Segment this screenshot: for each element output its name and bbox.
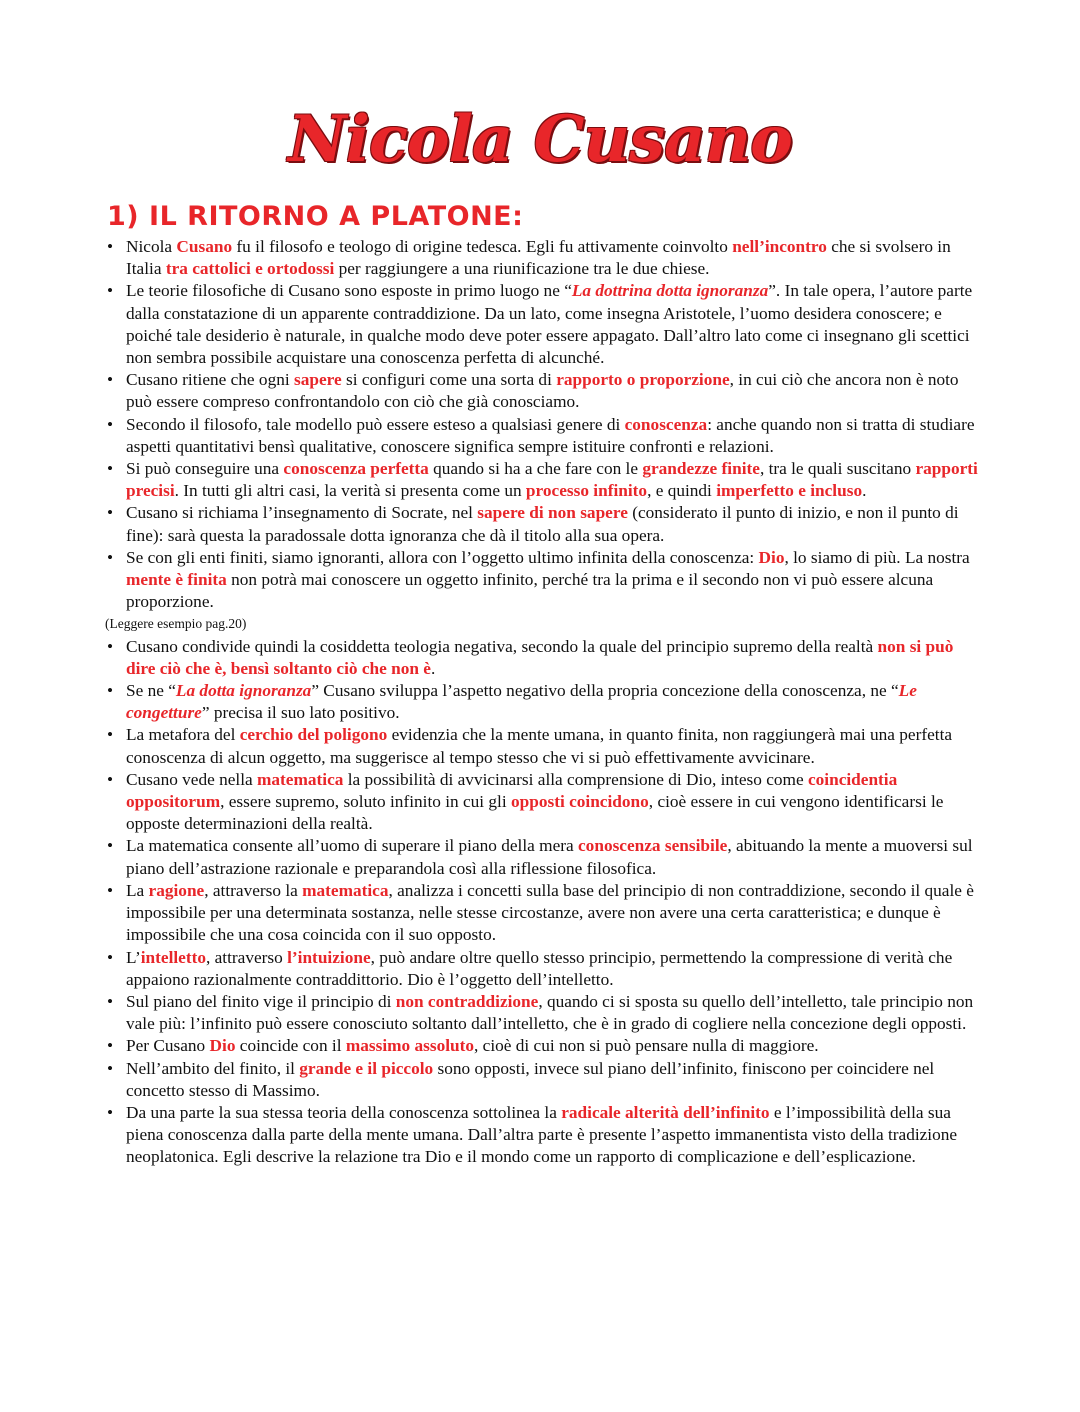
bullet-text: sono opposti, invece sul piano dell’infinito, finiscono per coincidere nel concetto stesso di Massimo. — [126, 1058, 935, 1100]
bullet-text: , può andare oltre quello stesso principio, permettendo la compressione di verità che appaiono razionalmente contraddittorio. Dio è l’oggetto dell’intelletto. — [126, 947, 953, 989]
bullet-text: Da una parte la sua stessa teoria della conoscenza sottolinea la — [126, 1102, 562, 1122]
bullet-list — [105, 236, 985, 1169]
highlight-term: mente è finita — [126, 570, 227, 590]
bullet-text: si configuri come una sorta di — [341, 370, 557, 390]
highlight-term: tra cattolici e ortodossi — [165, 259, 335, 279]
bullet-text: , attraverso la — [204, 880, 303, 900]
bullet-text: , e quindi — [647, 481, 717, 501]
bullet-text: Nicola — [126, 237, 177, 256]
highlight-term: l’intuizione — [287, 947, 371, 967]
bullet-text: . — [430, 658, 436, 678]
bullet-text: , quando ci si sposta su quello dell’intelletto, tale principio non vale più: l’infinito può essere conosciuto soltanto dall’intelletto, che è in grado di cogliere nella concezione degli opposti. — [126, 991, 974, 1034]
bullet-text: ”. In tale opera, l’autore parte dalla constatazione di un apparente contraddizione. Da un lato, come insegna Aristotele, l’uomo desidera conoscere; e poiché tale desiderio è naturale, in qualche modo deve poter essere appagato. Dall’altro lato come ci insegnano gli scettici non sembra possibile acquistare una conoscenza perfetta di alcunché. — [126, 281, 973, 368]
highlight-term: radicale alterità dell’infinito — [561, 1102, 770, 1122]
bullet-item — [105, 458, 985, 502]
highlight-term: ragione — [148, 880, 205, 900]
bullet-text: , tra le quali suscitano — [759, 459, 916, 479]
bullet-item — [105, 1035, 985, 1057]
bullet-text: , essere supremo, soluto infinito in cui gli — [220, 792, 511, 812]
bullet-item — [105, 991, 985, 1035]
bullet-text: Si può conseguire una — [126, 459, 284, 479]
bullet-text: . — [862, 481, 867, 501]
section-heading: 1) IL RITORNO A PLATONE: — [107, 201, 524, 232]
highlight-term: matematica — [257, 769, 344, 789]
bullet-text: la possibilità di avvicinarsi alla comprensione di Dio, inteso come — [343, 769, 808, 789]
bullet-text: coincide con il — [235, 1036, 346, 1056]
highlight-term: La dottrina dotta ignoranza — [571, 281, 769, 301]
highlight-term: opposti coincidono — [510, 792, 649, 812]
bullet-item — [105, 547, 985, 614]
bullet-text: . In tutti gli altri casi, la verità si presenta come un — [174, 481, 526, 501]
bullet-text: , cioè essere in cui vengono identificarsi le opposte determinazioni della realtà. — [126, 792, 944, 834]
bullet-text: , abituando la mente a muoversi sul piano dell’astrazione razionale e preparandola così alla riflessione filosofica. — [126, 836, 973, 878]
bullet-item — [105, 724, 985, 768]
highlight-term: non si può dire ciò che è, bensì soltanto ciò che non è — [126, 636, 954, 678]
bullet-text: ” Cusano sviluppa l’aspetto negativo della propria concezione della conoscenza, ne “ — [311, 681, 899, 701]
highlight-term: processo infinito — [525, 481, 648, 501]
highlight-term: cerchio del poligono — [239, 725, 388, 745]
highlight-term: Le congetture — [126, 681, 917, 723]
bullet-item — [105, 502, 985, 546]
bullet-text: fu il filosofo e teologo di origine tedesca. Egli fu attivamente coinvolto — [232, 237, 733, 256]
bullet-item — [105, 880, 985, 947]
bullet-text: , cioè di cui non si può pensare nulla di maggiore. — [474, 1036, 819, 1056]
highlight-term: conoscenza — [624, 414, 708, 434]
bullet-text: Per Cusano — [126, 1036, 210, 1056]
bullet-item — [105, 414, 985, 458]
bullet-item — [105, 369, 985, 413]
bullet-item — [105, 769, 985, 836]
bullet-text: e l’impossibilità della sua piena conoscenza dalla parte della mente umana. Dall’altra parte è presente l’aspetto immanentista visto della tradizione neoplatonica. Egli descrive la relazione tra Dio e il mondo come un rapporto di complicazione e dell’esplicazione. — [126, 1102, 958, 1167]
bullet-text: Cusano condivide quindi la cosiddetta teologia negativa, secondo la quale del principio supremo della realtà — [126, 636, 878, 656]
bullet-text: L’ — [126, 947, 141, 967]
bullet-item — [105, 636, 985, 680]
bullet-item — [105, 947, 985, 991]
highlight-term: Cusano — [176, 237, 233, 256]
bullet-text: quando si ha a che fare con le — [428, 459, 643, 479]
highlight-term: coincidentia oppositorum — [126, 769, 898, 812]
highlight-term: massimo assoluto — [345, 1036, 475, 1056]
highlight-term: sapere — [293, 370, 342, 390]
highlight-term: Dio — [209, 1036, 236, 1056]
bullet-text: che si svolsero in Italia — [126, 237, 951, 279]
bullet-text: La matematica consente all’uomo di superare il piano della mera — [126, 836, 579, 856]
bullet-text: ” precisa il suo lato positivo. — [201, 703, 400, 723]
bullet-text: Sul piano del finito vige il principio di — [126, 991, 396, 1011]
highlight-term: imperfetto e incluso — [716, 481, 863, 501]
bullet-text: Se ne “ — [126, 681, 176, 701]
highlight-term: non contraddizione — [395, 991, 539, 1011]
highlight-term: conoscenza sensibile — [578, 836, 728, 856]
bullet-item — [105, 280, 985, 369]
highlight-term: rapporto o proporzione — [556, 370, 730, 390]
bullet-text: Cusano ritiene che ogni — [126, 370, 294, 390]
bullet-text: , in cui ciò che ancora non è noto può essere compreso confrontandolo con ciò che già conosciamo. — [126, 370, 959, 412]
bullet-text: Cusano vede nella — [126, 769, 258, 789]
bullet-text: Se con gli enti finiti, siamo ignoranti, allora con l’oggetto ultimo infinita della conoscenza: — [126, 547, 759, 567]
highlight-term: sapere di non sapere — [477, 503, 628, 523]
highlight-term: grande e il piccolo — [299, 1058, 434, 1078]
bullet-text: La metafora del — [126, 725, 240, 745]
bullet-text: , lo siamo di più. La nostra — [784, 547, 970, 567]
bullet-item — [105, 835, 985, 879]
page-title: Nicola Cusano — [288, 102, 792, 177]
bullet-text: Cusano si richiama l’insegnamento di Socrate, nel — [126, 503, 478, 523]
highlight-term: nell’incontro — [732, 237, 827, 256]
bullet-text: Le teorie filosofiche di Cusano sono esposte in primo luogo ne “ — [126, 281, 572, 301]
highlight-term: La dotta ignoranza — [175, 681, 312, 701]
bullet-item — [105, 236, 985, 280]
bullet-text: evidenzia che la mente umana, in quanto finita, non raggiungerà mai una perfetta conoscenza di alcun oggetto, ma suggerisce al tempo stesso che vi si può effettivamente avvicinare. — [126, 725, 953, 767]
bullet-item — [105, 680, 985, 724]
bullet-item — [105, 1102, 985, 1169]
bullet-text: per raggiungere a una riunificazione tra le due chiese. — [334, 259, 710, 279]
bullet-text: , analizza i concetti sulla base del principio di non contraddizione, secondo il quale è impossibile per una determinata sostanza, nelle stesse circostanze, avere non avere una certa caratteristica; e dunque è impossibile che una cosa coincida con il suo opposto. — [126, 880, 974, 945]
bullet-text: Nell’ambito del finito, il — [126, 1058, 300, 1078]
bullet-text: (considerato il punto di inizio, e non il punto di fine): sarà questa la paradossale dotta ignoranza che dà il titolo alla sua opera. — [126, 503, 959, 545]
highlight-term: conoscenza perfetta — [283, 459, 429, 479]
highlight-term: Dio — [758, 547, 785, 567]
highlight-term: rapporti precisi — [126, 459, 978, 501]
bullet-item — [105, 1058, 985, 1102]
note: (Leggere esempio pag.20) — [105, 616, 247, 632]
bullet-text: non potrà mai conoscere un oggetto infinito, perché tra la prima e il secondo non vi può essere alcuna proporzione. — [126, 570, 934, 612]
bullet-text: : anche quando non si tratta di studiare aspetti quantitativi bensì qualitative, conoscere significa sempre istituire confronti e relazioni. — [126, 414, 975, 456]
bullet-text: La — [126, 880, 149, 900]
highlight-term: matematica — [302, 880, 389, 900]
bullet-text: , attraverso — [206, 947, 288, 967]
bullet-text: Secondo il filosofo, tale modello può essere esteso a qualsiasi genere di — [126, 414, 625, 434]
highlight-term: grandezze finite — [642, 459, 760, 479]
highlight-term: intelletto — [140, 947, 206, 967]
